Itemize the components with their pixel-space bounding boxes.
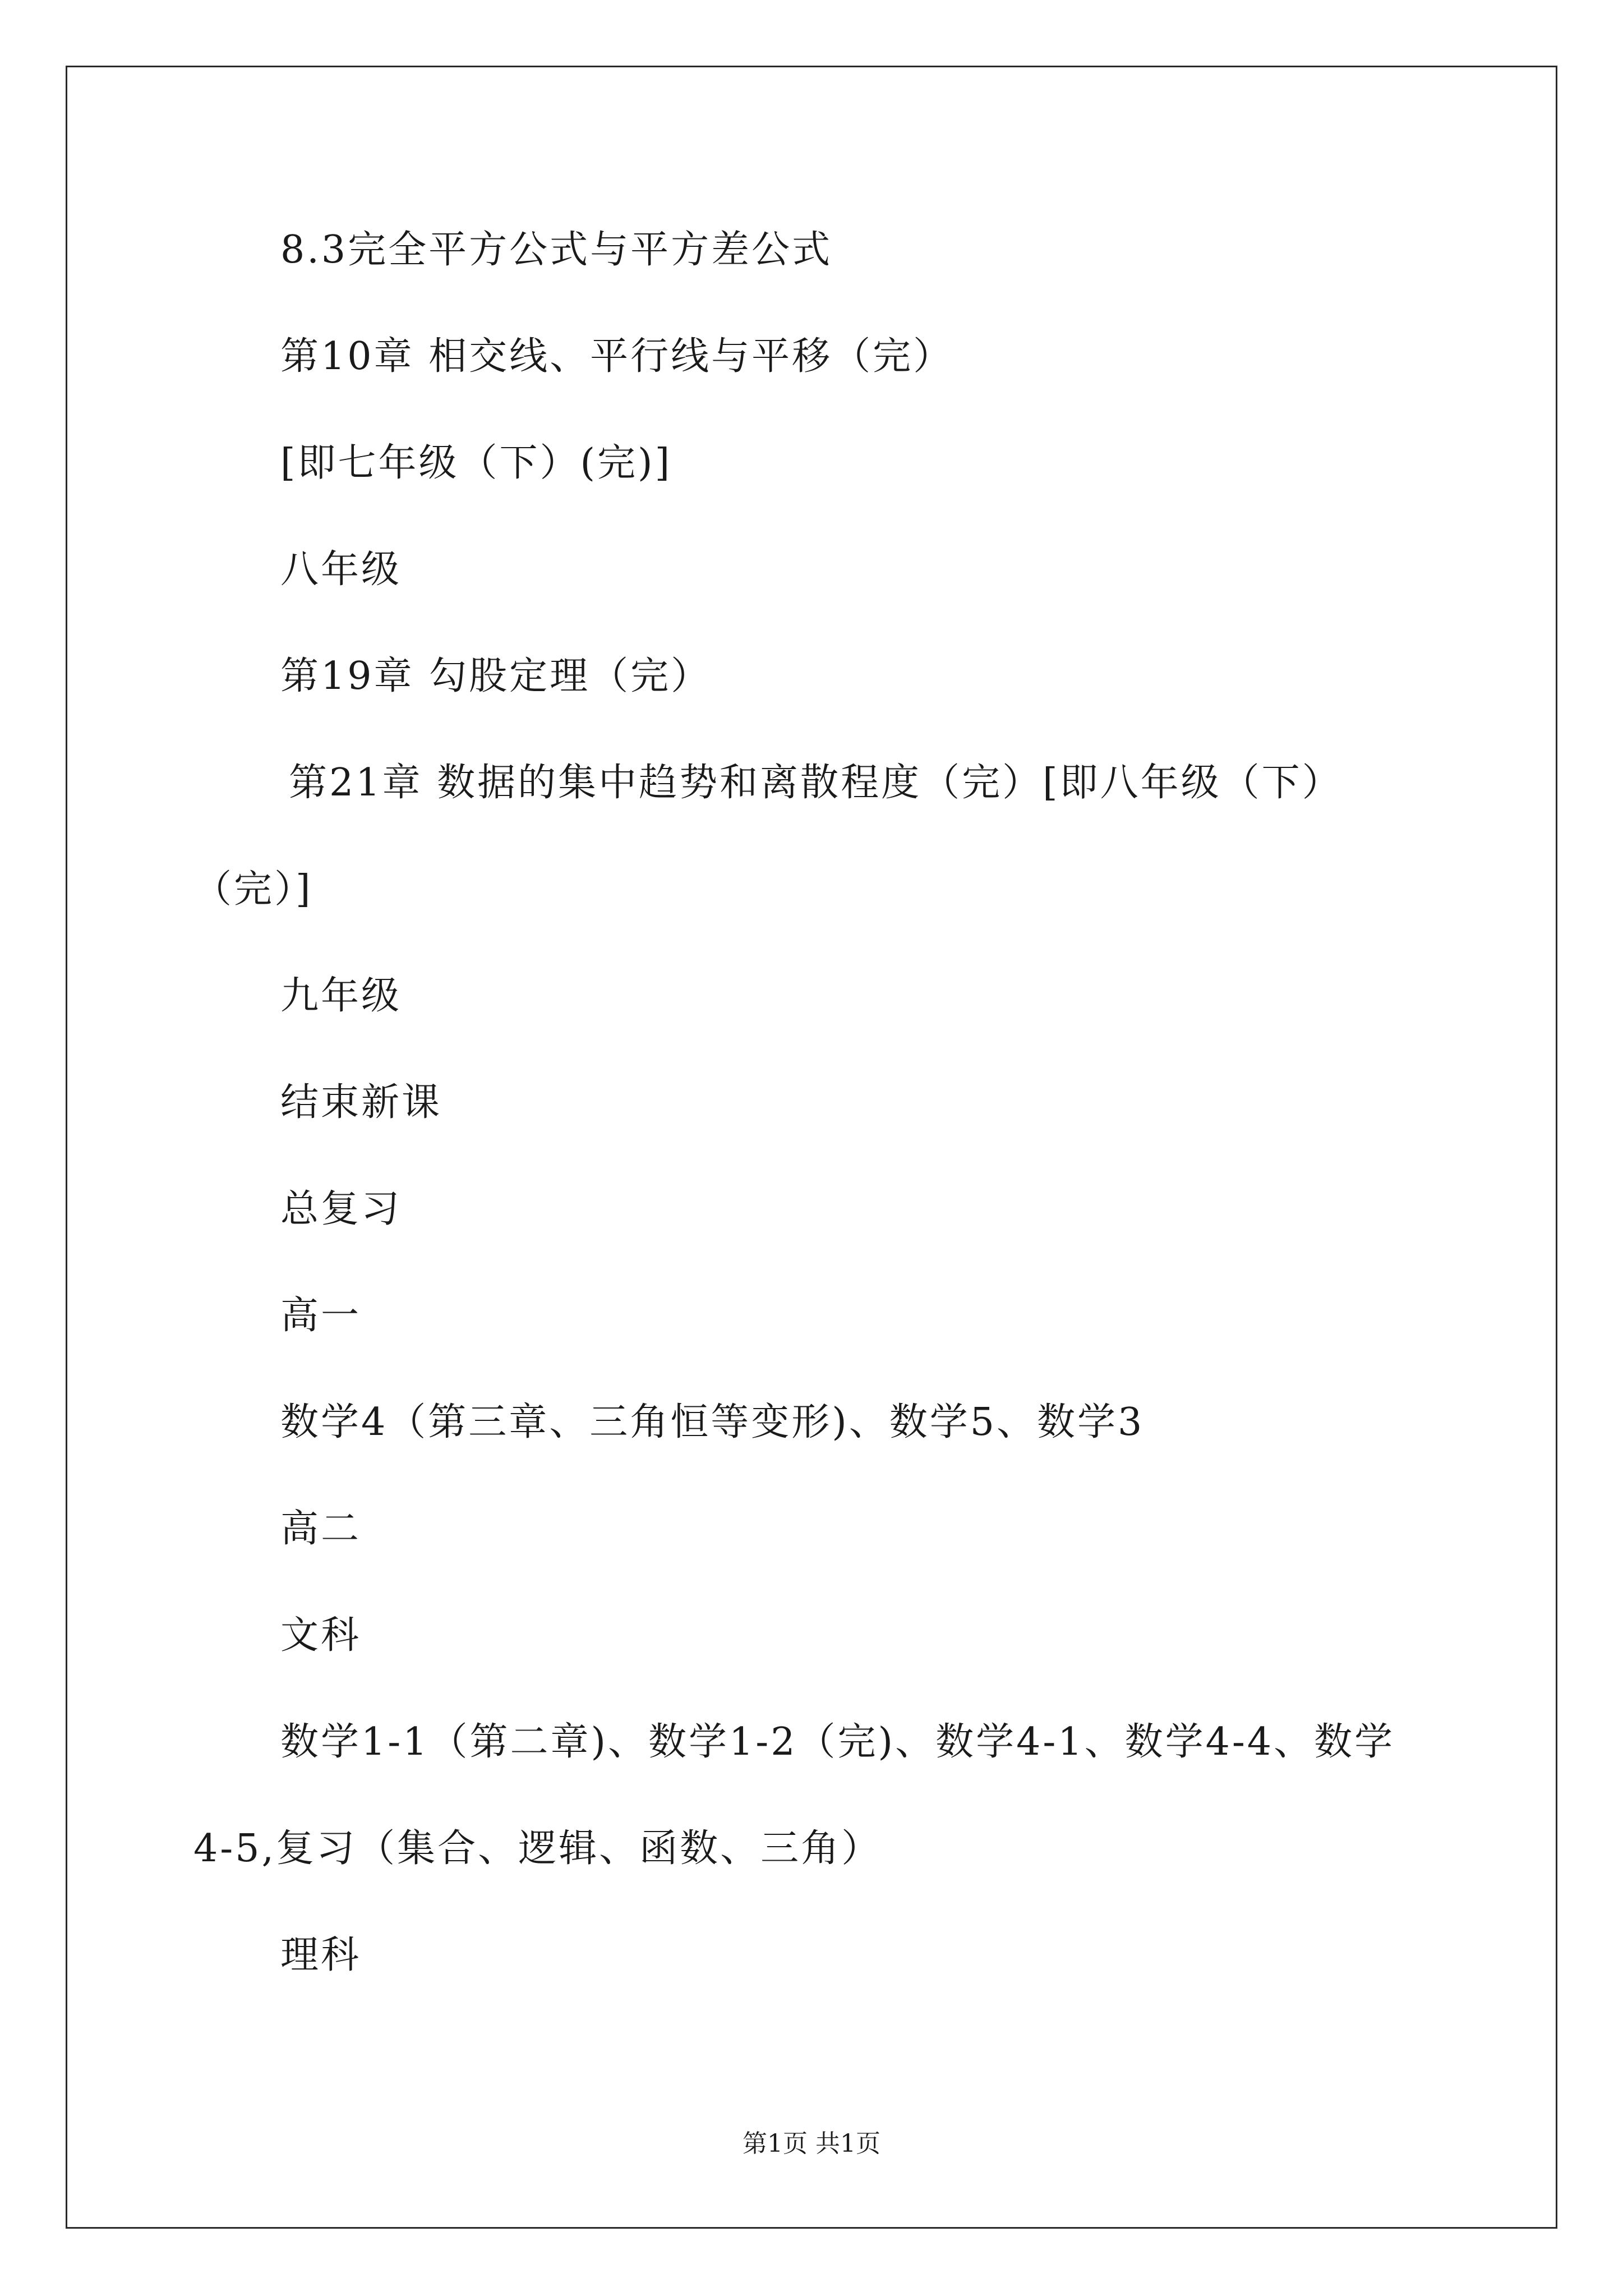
text-line-6: 第21章 数据的集中趋势和离散程度（完）[即八年级（下） [289,761,1343,805]
text-line-17: 理科 [280,1933,362,1977]
text-line-15: 数学1-1（第二章)、数学1-2（完)、数学4-1、数学4-4、数学 [280,1720,1395,1764]
text-line-10: 总复习 [280,1187,402,1231]
text-line-4: 八年级 [280,547,402,592]
text-line-13: 高二 [280,1507,362,1551]
text-line-1: 8.3完全平方公式与平方差公式 [280,228,833,272]
text-line-11: 高一 [280,1294,362,1338]
text-line-12: 数学4（第三章、三角恒等变形)、数学5、数学3 [280,1400,1145,1444]
text-line-2: 第10章 相交线、平行线与平移（完） [280,334,954,379]
text-line-9: 结束新课 [280,1080,442,1125]
text-line-7: （完）] [193,867,313,912]
page-footer: 第1页 共1页 [743,2129,880,2158]
text-line-3: [即七年级（下）(完)] [280,441,672,485]
text-line-8: 九年级 [280,974,402,1018]
text-line-14: 文科 [280,1613,362,1658]
text-line-16: 4-5,复习（集合、逻辑、函数、三角） [193,1826,882,1871]
text-line-5: 第19章 勾股定理（完） [280,654,712,698]
